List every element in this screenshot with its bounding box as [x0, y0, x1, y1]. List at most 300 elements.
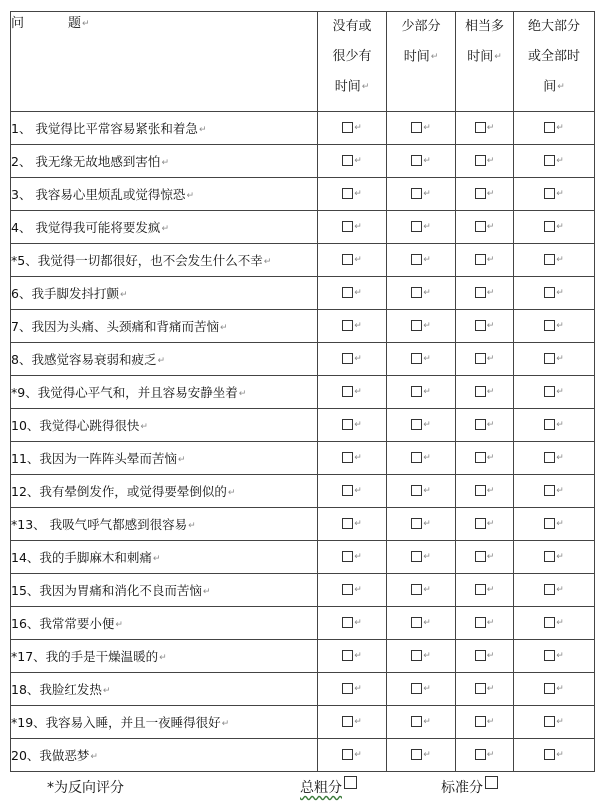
checkbox-icon[interactable]: [544, 419, 555, 430]
question-text: *9、我觉得心平气和，并且容易安静坐着: [11, 385, 238, 400]
paragraph-mark-icon: ↵: [556, 189, 564, 199]
paragraph-mark-icon: ↵: [486, 552, 495, 562]
question-cell: [11, 508, 318, 541]
checkbox-icon[interactable]: [544, 287, 555, 298]
checkbox-icon[interactable]: [475, 353, 486, 364]
answer-option-cell[interactable]: [514, 409, 595, 442]
checkbox-icon[interactable]: [411, 749, 422, 760]
checkbox-icon[interactable]: [342, 749, 353, 760]
paragraph-mark-icon: ↵: [556, 750, 564, 760]
answer-option-cell[interactable]: [387, 112, 456, 145]
paragraph-mark-icon: ↵: [354, 321, 362, 331]
answer-option-cell[interactable]: [456, 607, 514, 640]
question-header-char-1: 问: [11, 16, 25, 31]
paragraph-mark-icon: ↵: [423, 684, 431, 694]
checkbox-icon[interactable]: [475, 617, 486, 628]
option-header-line: 时间↵: [403, 49, 439, 65]
paragraph-mark-icon: ↵: [486, 585, 495, 595]
answer-option-cell[interactable]: [514, 112, 595, 145]
question-cell: [11, 574, 318, 607]
paragraph-mark-icon: ↵: [556, 156, 564, 166]
question-cell: [11, 673, 318, 706]
paragraph-mark-icon: ↵: [486, 255, 495, 265]
answer-option-cell[interactable]: [318, 442, 387, 475]
paragraph-mark-icon: ↵: [556, 255, 564, 265]
paragraph-mark-icon: ↵: [186, 190, 194, 201]
checkbox-icon[interactable]: [342, 452, 353, 463]
paragraph-mark-icon: ↵: [354, 750, 362, 760]
answer-option-cell[interactable]: [456, 673, 514, 706]
checkbox-icon[interactable]: [475, 584, 486, 595]
question-cell: [11, 739, 318, 772]
checkbox-icon[interactable]: [475, 122, 486, 133]
question-cell: [11, 475, 318, 508]
table-row: [11, 409, 595, 442]
paragraph-mark-icon: ↵: [486, 486, 495, 496]
paragraph-mark-icon: ↵: [556, 321, 564, 331]
question-text: 6、我手脚发抖打颤: [11, 286, 119, 301]
answer-option-cell[interactable]: [514, 607, 595, 640]
checkbox-icon[interactable]: [411, 650, 422, 661]
item-list: [11, 112, 595, 772]
checkbox-icon[interactable]: [411, 221, 422, 232]
paragraph-mark-icon: ↵: [354, 585, 362, 595]
paragraph-mark-icon: ↵: [90, 751, 98, 762]
checkbox-icon[interactable]: [544, 584, 555, 595]
answer-option-cell[interactable]: [456, 277, 514, 310]
checkbox-icon[interactable]: [411, 452, 422, 463]
checkbox-icon[interactable]: [475, 650, 486, 661]
answer-option-cell[interactable]: [514, 574, 595, 607]
checkbox-icon[interactable]: [475, 749, 486, 760]
table-row: [11, 145, 595, 178]
paragraph-mark-icon: ↵: [556, 123, 564, 133]
question-text: 20、我做恶梦: [11, 748, 90, 763]
option-header-line: 或全部时: [527, 49, 580, 64]
answer-option-cell[interactable]: [387, 640, 456, 673]
checkbox-icon[interactable]: [475, 254, 486, 265]
answer-option-cell[interactable]: [318, 244, 387, 277]
paragraph-mark-icon: ↵: [556, 519, 564, 529]
checkbox-icon[interactable]: [411, 518, 422, 529]
option-header-line: 绝大部分: [527, 19, 580, 34]
checkbox-icon[interactable]: [475, 221, 486, 232]
checkbox-icon[interactable]: [342, 155, 353, 166]
checkbox-icon[interactable]: [342, 221, 353, 232]
question-cell: [11, 607, 318, 640]
checkbox-icon[interactable]: [544, 551, 555, 562]
table-row: [11, 178, 595, 211]
answer-option-cell[interactable]: [387, 409, 456, 442]
answer-option-cell[interactable]: [514, 640, 595, 673]
question-text: 8、我感觉容易衰弱和疲乏: [11, 352, 157, 367]
answer-option-cell[interactable]: [387, 673, 456, 706]
paragraph-mark-icon: ↵: [354, 189, 362, 199]
checkbox-icon[interactable]: [475, 485, 486, 496]
question-text: 4、 我觉得我可能将要发疯: [11, 220, 161, 235]
checkbox-icon[interactable]: [544, 155, 555, 166]
answer-option-cell[interactable]: [318, 409, 387, 442]
table-row: [11, 475, 595, 508]
option-header-line: 时间↵: [467, 49, 502, 65]
question-cell: [11, 178, 318, 211]
answer-option-cell[interactable]: [318, 376, 387, 409]
answer-option-cell[interactable]: [318, 640, 387, 673]
answer-option-cell[interactable]: [514, 475, 595, 508]
table-row: [11, 508, 595, 541]
answer-option-cell[interactable]: [514, 178, 595, 211]
answer-option-cell[interactable]: [318, 145, 387, 178]
paragraph-mark-icon: ↵: [486, 321, 495, 331]
question-cell: [11, 310, 318, 343]
checkbox-icon[interactable]: [342, 320, 353, 331]
option-header-line: 没有或: [332, 19, 372, 34]
paragraph-mark-icon: ↵: [486, 750, 495, 760]
checkbox-icon[interactable]: [411, 287, 422, 298]
paragraph-mark-icon: ↵: [161, 223, 169, 234]
table-row: [11, 706, 595, 739]
question-text: 3、 我容易心里烦乱或觉得惊恐: [11, 187, 186, 202]
checkbox-icon[interactable]: [544, 320, 555, 331]
table-row: [11, 574, 595, 607]
answer-option-cell[interactable]: [387, 541, 456, 574]
answer-option-cell[interactable]: [387, 739, 456, 772]
answer-option-cell[interactable]: [318, 706, 387, 739]
paragraph-mark-icon: ↵: [361, 82, 370, 92]
checkbox-icon[interactable]: [544, 716, 555, 727]
checkbox-icon[interactable]: [342, 419, 353, 430]
paragraph-mark-icon: ↵: [486, 519, 495, 529]
answer-option-cell[interactable]: [514, 310, 595, 343]
answer-option-cell[interactable]: [318, 310, 387, 343]
answer-option-cell[interactable]: [456, 310, 514, 343]
checkbox-icon[interactable]: [475, 419, 486, 430]
paragraph-mark-icon: ↵: [486, 156, 495, 166]
answer-option-cell[interactable]: [456, 541, 514, 574]
answer-option-cell[interactable]: [318, 178, 387, 211]
table-row: [11, 310, 595, 343]
paragraph-mark-icon: ↵: [557, 82, 565, 92]
answer-option-cell[interactable]: [514, 673, 595, 706]
checkbox-icon[interactable]: [411, 386, 422, 397]
answer-option-cell[interactable]: [514, 541, 595, 574]
checkbox-icon[interactable]: [411, 617, 422, 628]
paragraph-mark-icon: ↵: [202, 586, 211, 597]
answer-option-cell[interactable]: [387, 508, 456, 541]
paragraph-mark-icon: ↵: [556, 453, 564, 463]
answer-option-cell[interactable]: [456, 442, 514, 475]
table-row: [11, 112, 595, 145]
answer-option-cell[interactable]: [318, 112, 387, 145]
checkbox-icon[interactable]: [411, 551, 422, 562]
answer-option-cell[interactable]: [318, 739, 387, 772]
answer-option-cell[interactable]: [387, 376, 456, 409]
paragraph-mark-icon: ↵: [423, 750, 431, 760]
checkbox-icon[interactable]: [342, 716, 353, 727]
checkbox-icon[interactable]: [411, 188, 422, 199]
checkbox-icon[interactable]: [411, 716, 422, 727]
paragraph-mark-icon: ↵: [494, 52, 502, 62]
question-text: 12、我有晕倒发作，或觉得要晕倒似的: [11, 484, 227, 499]
checkbox-icon[interactable]: [544, 518, 555, 529]
answer-option-cell[interactable]: [318, 211, 387, 244]
checkbox-icon[interactable]: [544, 452, 555, 463]
answer-option-cell[interactable]: [318, 574, 387, 607]
paragraph-mark-icon: ↵: [188, 520, 196, 531]
question-text: 1、 我觉得比平常容易紧张和着急: [11, 121, 198, 136]
table-row: [11, 244, 595, 277]
raw-score-box[interactable]: [344, 776, 357, 789]
answer-option-cell[interactable]: [318, 343, 387, 376]
checkbox-icon[interactable]: [342, 650, 353, 661]
option-header-line: 间↵: [543, 79, 565, 95]
checkbox-icon[interactable]: [544, 254, 555, 265]
answer-option-cell[interactable]: [456, 508, 514, 541]
paragraph-mark-icon: ↵: [354, 453, 362, 463]
checkbox-icon[interactable]: [411, 683, 422, 694]
answer-option-cell[interactable]: [456, 640, 514, 673]
checkbox-icon[interactable]: [342, 584, 353, 595]
checkbox-icon[interactable]: [342, 122, 353, 133]
paragraph-mark-icon: ↵: [486, 651, 495, 661]
paragraph-mark-icon: ↵: [430, 52, 439, 62]
answer-option-cell[interactable]: [387, 475, 456, 508]
answer-option-cell[interactable]: [514, 211, 595, 244]
checkbox-icon[interactable]: [544, 617, 555, 628]
checkbox-icon[interactable]: [475, 320, 486, 331]
answer-option-cell[interactable]: [387, 607, 456, 640]
checkbox-icon[interactable]: [342, 287, 353, 298]
paragraph-mark-icon: ↵: [115, 619, 123, 630]
checkbox-icon[interactable]: [544, 683, 555, 694]
question-cell: [11, 145, 318, 178]
paragraph-mark-icon: ↵: [423, 618, 431, 628]
checkbox-icon[interactable]: [342, 254, 353, 265]
question-text: 10、我觉得心跳得很快: [11, 418, 140, 433]
paragraph-mark-icon: ↵: [423, 255, 431, 265]
option-header-never: [318, 12, 387, 112]
answer-option-cell[interactable]: [387, 145, 456, 178]
answer-option-cell[interactable]: [456, 145, 514, 178]
answer-option-cell[interactable]: [387, 442, 456, 475]
table-row: [11, 673, 595, 706]
table-row: [11, 376, 595, 409]
checkbox-icon[interactable]: [411, 584, 422, 595]
paragraph-mark-icon: ↵: [354, 486, 362, 496]
answer-option-cell[interactable]: [387, 706, 456, 739]
raw-score-field[interactable]: [300, 777, 342, 797]
question-cell: [11, 376, 318, 409]
option-header-line: 相当多: [464, 19, 504, 34]
checkbox-icon[interactable]: [475, 155, 486, 166]
question-cell: [11, 706, 318, 739]
answer-option-cell[interactable]: [318, 475, 387, 508]
answer-option-cell[interactable]: [387, 574, 456, 607]
answer-option-cell[interactable]: [318, 541, 387, 574]
answer-option-cell[interactable]: [387, 211, 456, 244]
paragraph-mark-icon: ↵: [423, 651, 431, 661]
raw-score-label: 总粗分: [300, 780, 342, 796]
answer-option-cell[interactable]: [456, 706, 514, 739]
paragraph-mark-icon: ↵: [556, 618, 564, 628]
question-text: 15、我因为胃痛和消化不良而苦恼: [11, 583, 202, 598]
question-text: *19、我容易入睡，并且一夜睡得很好: [11, 715, 221, 730]
paragraph-mark-icon: ↵: [486, 717, 495, 727]
standard-score-box[interactable]: [485, 776, 498, 789]
standard-score-field[interactable]: [441, 777, 483, 797]
paragraph-mark-icon: ↵: [556, 222, 564, 232]
table-row: [11, 442, 595, 475]
answer-option-cell[interactable]: [514, 508, 595, 541]
answer-option-cell[interactable]: [318, 673, 387, 706]
checkbox-icon[interactable]: [342, 485, 353, 496]
paragraph-mark-icon: ↵: [354, 255, 362, 265]
question-cell: [11, 277, 318, 310]
table-row: [11, 739, 595, 772]
paragraph-mark-icon: ↵: [486, 189, 495, 199]
answer-option-cell[interactable]: [456, 739, 514, 772]
paragraph-mark-icon: ↵: [486, 288, 495, 298]
paragraph-mark-icon: ↵: [556, 420, 564, 430]
checkbox-icon[interactable]: [342, 188, 353, 199]
checkbox-icon[interactable]: [411, 485, 422, 496]
paragraph-mark-icon: ↵: [556, 486, 564, 496]
checkbox-icon[interactable]: [544, 122, 555, 133]
table-row: [11, 277, 595, 310]
answer-option-cell[interactable]: [514, 277, 595, 310]
checkbox-icon[interactable]: [475, 683, 486, 694]
checkbox-icon[interactable]: [411, 155, 422, 166]
paragraph-mark-icon: ↵: [486, 222, 495, 232]
answer-option-cell[interactable]: [318, 607, 387, 640]
paragraph-mark-icon: ↵: [354, 651, 362, 661]
paragraph-mark-icon: ↵: [354, 519, 362, 529]
checkbox-icon[interactable]: [342, 353, 353, 364]
checkbox-icon[interactable]: [411, 419, 422, 430]
checkbox-icon[interactable]: [475, 716, 486, 727]
paragraph-mark-icon: ↵: [486, 453, 495, 463]
answer-option-cell[interactable]: [456, 244, 514, 277]
question-cell: [11, 112, 318, 145]
checkbox-icon[interactable]: [475, 452, 486, 463]
answer-option-cell[interactable]: [514, 244, 595, 277]
checkbox-icon[interactable]: [475, 386, 486, 397]
answer-option-cell[interactable]: [318, 277, 387, 310]
answer-option-cell[interactable]: [387, 310, 456, 343]
answer-option-cell[interactable]: [456, 376, 514, 409]
paragraph-mark-icon: ↵: [140, 421, 148, 432]
checkbox-icon[interactable]: [475, 287, 486, 298]
checkbox-icon[interactable]: [544, 353, 555, 364]
question-text: *13、 我吸气呼气都感到很容易: [11, 517, 188, 532]
checkbox-icon[interactable]: [475, 518, 486, 529]
question-text: 14、我的手脚麻木和刺痛: [11, 550, 152, 565]
answer-option-cell[interactable]: [456, 409, 514, 442]
answer-option-cell[interactable]: [387, 244, 456, 277]
paragraph-mark-icon: ↵: [486, 420, 495, 430]
answer-option-cell[interactable]: [318, 508, 387, 541]
paragraph-mark-icon: ↵: [354, 222, 362, 232]
paragraph-mark-icon: ↵: [486, 618, 495, 628]
checkbox-icon[interactable]: [342, 551, 353, 562]
paragraph-mark-icon: ↵: [219, 322, 228, 333]
question-text: 18、我脸红发热: [11, 682, 102, 697]
checkbox-icon[interactable]: [544, 749, 555, 760]
checkbox-icon[interactable]: [475, 551, 486, 562]
question-header-char-2: 题: [68, 16, 82, 31]
answer-option-cell[interactable]: [387, 343, 456, 376]
question-text: 2、 我无缘无故地感到害怕: [11, 154, 161, 169]
paragraph-mark-icon: ↵: [423, 156, 431, 166]
checkbox-icon[interactable]: [342, 386, 353, 397]
answer-option-cell[interactable]: [514, 376, 595, 409]
paragraph-mark-icon: ↵: [354, 123, 362, 133]
checkbox-icon[interactable]: [342, 617, 353, 628]
paragraph-mark-icon: ↵: [263, 256, 272, 267]
option-header-always: [514, 12, 595, 112]
paragraph-mark-icon: ↵: [556, 717, 564, 727]
checkbox-icon[interactable]: [411, 320, 422, 331]
paragraph-mark-icon: ↵: [423, 189, 431, 199]
checkbox-icon[interactable]: [411, 122, 422, 133]
answer-option-cell[interactable]: [456, 574, 514, 607]
paragraph-mark-icon: ↵: [486, 387, 495, 397]
checkbox-icon[interactable]: [411, 353, 422, 364]
answer-option-cell[interactable]: [514, 343, 595, 376]
paragraph-mark-icon: ↵: [238, 388, 247, 399]
option-header-little: [387, 12, 456, 112]
option-header-line: 很少有: [332, 49, 372, 64]
answer-option-cell[interactable]: [456, 475, 514, 508]
paragraph-mark-icon: ↵: [423, 519, 431, 529]
checkbox-icon[interactable]: [342, 683, 353, 694]
header-row: [11, 12, 595, 112]
answer-option-cell[interactable]: [456, 178, 514, 211]
answer-option-cell[interactable]: [514, 145, 595, 178]
checkbox-icon[interactable]: [544, 650, 555, 661]
question-cell: [11, 541, 318, 574]
paragraph-mark-icon: ↵: [423, 354, 431, 364]
checkbox-icon[interactable]: [411, 254, 422, 265]
answer-option-cell[interactable]: [456, 112, 514, 145]
answer-option-cell[interactable]: [387, 178, 456, 211]
answer-option-cell[interactable]: [514, 442, 595, 475]
answer-option-cell[interactable]: [514, 739, 595, 772]
paragraph-mark-icon: ↵: [221, 718, 230, 729]
checkbox-icon[interactable]: [544, 221, 555, 232]
answer-option-cell[interactable]: [456, 211, 514, 244]
paragraph-mark-icon: ↵: [556, 684, 564, 694]
standard-score-label: 标准分: [441, 780, 483, 796]
paragraph-mark-icon: ↵: [423, 387, 431, 397]
question-text: 11、我因为一阵阵头晕而苦恼: [11, 451, 177, 466]
checkbox-icon[interactable]: [544, 188, 555, 199]
answer-option-cell[interactable]: [514, 706, 595, 739]
checkbox-icon[interactable]: [475, 188, 486, 199]
paragraph-mark-icon: ↵: [102, 685, 111, 696]
checkbox-icon[interactable]: [342, 518, 353, 529]
checkbox-icon[interactable]: [544, 386, 555, 397]
checkbox-icon[interactable]: [544, 485, 555, 496]
answer-option-cell[interactable]: [456, 343, 514, 376]
answer-option-cell[interactable]: [387, 277, 456, 310]
question-cell: [11, 409, 318, 442]
paragraph-mark-icon: ↵: [423, 585, 431, 595]
paragraph-mark-icon: ↵: [556, 387, 564, 397]
paragraph-mark-icon: ↵: [227, 487, 236, 498]
paragraph-mark-icon: ↵: [198, 124, 207, 135]
paragraph-mark-icon: ↵: [82, 18, 90, 29]
